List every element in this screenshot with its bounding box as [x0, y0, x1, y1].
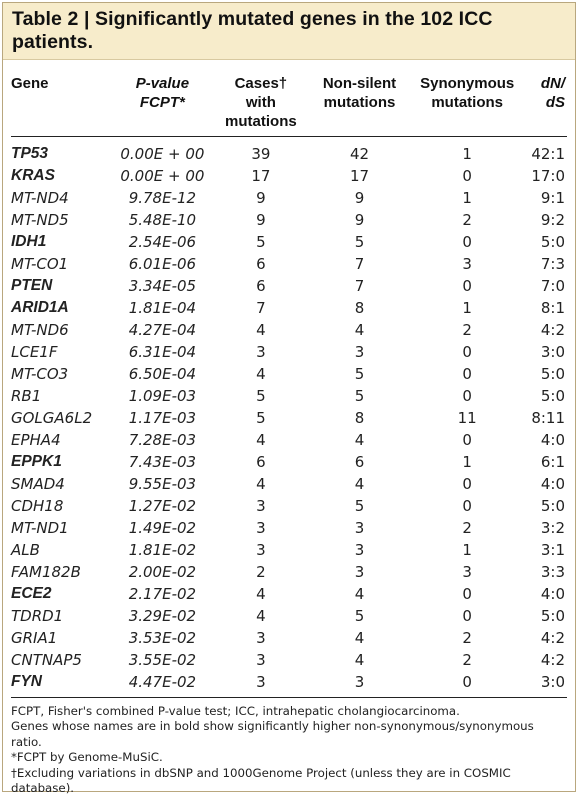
synonymous-cell: 2: [462, 628, 472, 647]
cases-cell: 4: [256, 584, 266, 603]
synonymous-cell: 1: [462, 144, 472, 163]
pvalue-cell: 0.00E + 00: [120, 144, 205, 163]
synonymous-cell: 0: [462, 232, 472, 251]
nonsilent-cell: 4: [354, 628, 365, 647]
pvalue-cell: 2.54E-06: [128, 232, 197, 251]
table-row: [11, 583, 567, 605]
dnds-cell: 7:0: [540, 276, 565, 295]
header-pvalue-label: P-value: [135, 75, 190, 92]
gene-name: MT-CO3: [11, 364, 69, 383]
gene-name: MT-ND1: [11, 518, 69, 537]
gene-name: GOLGA6L2: [11, 408, 93, 427]
header-synonymous-sub: mutations: [431, 94, 504, 111]
table-body: [11, 137, 567, 693]
table-header: [11, 60, 567, 136]
gene-name: MT-ND4: [11, 188, 69, 207]
cases-cell: 6: [256, 452, 266, 471]
cases-cell: 9: [256, 188, 266, 207]
footnote-bold-genes: Genes whose names are in bold show significantly higher non-synonymous/synonymous ratio.: [11, 719, 534, 749]
header-cases-sub2: mutations: [225, 113, 297, 130]
pvalue-cell: 7.28E-03: [128, 430, 197, 449]
table-row: [11, 385, 567, 407]
cases-cell: 3: [256, 672, 266, 691]
gene-name: MT-ND6: [11, 320, 69, 339]
gene-name: FYN: [11, 672, 42, 690]
header-nonsilent-sub: mutations: [323, 94, 396, 111]
nonsilent-cell: 6: [354, 452, 365, 471]
nonsilent-cell: 7: [354, 254, 365, 273]
cases-cell: 4: [256, 606, 266, 625]
header-gene: [11, 60, 109, 136]
synonymous-cell: 0: [462, 342, 472, 361]
dnds-cell: 6:1: [540, 452, 565, 471]
gene-name: CDH18: [11, 496, 64, 515]
table-row: [11, 627, 567, 649]
nonsilent-cell: 3: [354, 562, 365, 581]
table-row: [11, 539, 567, 561]
dnds-cell: 8:11: [531, 408, 565, 427]
header-pvalue: [109, 60, 216, 136]
table-row: [11, 253, 567, 275]
cases-cell: 3: [256, 540, 266, 559]
table-row: [11, 407, 567, 429]
gene-name: ECE2: [11, 584, 52, 602]
synonymous-cell: 1: [462, 452, 472, 471]
synonymous-cell: 2: [462, 518, 472, 537]
synonymous-cell: 2: [462, 210, 472, 229]
pvalue-cell: 1.81E-04: [128, 298, 197, 317]
dnds-cell: 3:3: [540, 562, 565, 581]
header-synonymous-label: Synonymous: [420, 75, 515, 92]
cases-cell: 6: [256, 254, 266, 273]
pvalue-cell: 1.27E-02: [128, 496, 197, 515]
dnds-cell: 4:0: [540, 474, 565, 493]
dnds-cell: 3:0: [540, 342, 565, 361]
title-bar: [3, 3, 575, 60]
gene-name: FAM182B: [11, 562, 81, 581]
synonymous-cell: 3: [462, 562, 472, 581]
cases-cell: 3: [256, 628, 266, 647]
synonymous-cell: 1: [462, 298, 472, 317]
nonsilent-cell: 8: [354, 298, 365, 317]
nonsilent-cell: 4: [354, 430, 365, 449]
footnote-fcpt: *FCPT by Genome-MuSiC.: [11, 750, 163, 764]
cases-cell: 4: [256, 364, 266, 383]
dnds-cell: 4:0: [540, 584, 565, 603]
pvalue-cell: 3.29E-02: [128, 606, 197, 625]
dnds-cell: 4:0: [540, 430, 565, 449]
table-container: [2, 2, 576, 795]
synonymous-cell: 0: [462, 364, 472, 383]
cases-cell: 4: [256, 474, 266, 493]
table-row: [11, 495, 567, 517]
gene-name: TDRD1: [11, 606, 64, 625]
table-row: [11, 451, 567, 473]
header-dnds-label: dN/: [540, 75, 565, 92]
header-nonsilent-label: Non-silent: [322, 75, 397, 92]
pvalue-cell: 7.43E-03: [128, 452, 197, 471]
dnds-cell: 4:2: [540, 320, 565, 339]
cases-cell: 6: [256, 276, 266, 295]
nonsilent-cell: 5: [354, 364, 365, 383]
cases-cell: 3: [256, 650, 266, 669]
nonsilent-cell: 5: [354, 496, 365, 515]
cases-cell: 4: [256, 320, 266, 339]
synonymous-cell: 0: [462, 496, 472, 515]
dnds-cell: 3:0: [540, 672, 565, 691]
gene-name: TP53: [11, 144, 49, 162]
dnds-cell: 5:0: [540, 386, 565, 405]
synonymous-cell: 1: [462, 188, 472, 207]
gene-name: EPPK1: [11, 452, 62, 470]
table-title: Table 2 | Significantly mutated genes in the 102 ICC patients.: [12, 8, 493, 53]
pvalue-cell: 3.53E-02: [128, 628, 197, 647]
dnds-cell: 17:0: [531, 166, 565, 185]
nonsilent-cell: 9: [354, 210, 365, 229]
pvalue-cell: 3.34E-05: [128, 276, 197, 295]
cases-cell: 17: [251, 166, 271, 185]
header-dnds: [521, 60, 567, 136]
gene-name: ALB: [11, 540, 40, 559]
synonymous-cell: 1: [462, 540, 472, 559]
pvalue-cell: 0.00E + 00: [120, 166, 205, 185]
header-nonsilent: [306, 60, 414, 136]
cases-cell: 4: [256, 430, 266, 449]
gene-name: RB1: [11, 386, 42, 405]
footnote-exclusions: †Excluding variations in dbSNP and 1000Genome Project (unless they are in COSMIC database).: [11, 765, 511, 795]
cases-cell: 7: [256, 298, 266, 317]
nonsilent-cell: 3: [354, 518, 365, 537]
nonsilent-cell: 3: [354, 672, 365, 691]
header-cases-sub1: with: [245, 94, 276, 111]
dnds-cell: 4:2: [540, 628, 565, 647]
dnds-cell: 4:2: [540, 650, 565, 669]
table-row: [11, 363, 567, 385]
cases-cell: 3: [256, 342, 266, 361]
table-row: [11, 297, 567, 319]
pvalue-cell: 9.55E-03: [128, 474, 197, 493]
synonymous-cell: 3: [462, 254, 472, 273]
cases-cell: 5: [256, 408, 266, 427]
header-synonymous: [413, 60, 521, 136]
pvalue-cell: 1.81E-02: [128, 540, 197, 559]
gene-name: IDH1: [11, 232, 47, 250]
synonymous-cell: 0: [462, 386, 472, 405]
gene-name: GRIA1: [11, 628, 58, 647]
header-dnds-sub: dS: [545, 94, 565, 111]
synonymous-cell: 0: [462, 430, 472, 449]
table-row: [11, 561, 567, 583]
table-row: [11, 605, 567, 627]
gene-name: MT-ND5: [11, 210, 69, 229]
dnds-cell: 5:0: [540, 364, 565, 383]
cases-cell: 2: [256, 562, 266, 581]
nonsilent-cell: 42: [349, 144, 370, 163]
synonymous-cell: 0: [462, 276, 472, 295]
dnds-cell: 9:1: [540, 188, 565, 207]
table-row: [11, 187, 567, 209]
nonsilent-cell: 4: [354, 320, 365, 339]
nonsilent-cell: 7: [354, 276, 365, 295]
gene-name: MT-CO1: [11, 254, 69, 273]
nonsilent-cell: 5: [354, 386, 365, 405]
cases-cell: 39: [251, 144, 271, 163]
synonymous-cell: 0: [462, 166, 472, 185]
gene-name: LCE1F: [11, 342, 58, 361]
gene-name: KRAS: [11, 166, 55, 184]
gene-name: CNTNAP5: [11, 650, 82, 669]
nonsilent-cell: 4: [354, 650, 365, 669]
pvalue-cell: 6.01E-06: [128, 254, 197, 273]
gene-name: ARID1A: [11, 298, 69, 316]
synonymous-cell: 2: [462, 650, 472, 669]
nonsilent-cell: 3: [354, 342, 365, 361]
nonsilent-cell: 4: [354, 474, 365, 493]
dnds-cell: 3:1: [540, 540, 565, 559]
dnds-cell: 8:1: [540, 298, 565, 317]
synonymous-cell: 11: [457, 408, 477, 427]
nonsilent-cell: 17: [349, 166, 370, 185]
pvalue-cell: 6.31E-04: [128, 342, 197, 361]
dnds-cell: 3:2: [540, 518, 565, 537]
cases-cell: 9: [256, 210, 266, 229]
synonymous-cell: 0: [462, 474, 472, 493]
footnote-abbreviations: FCPT, Fisher's combined P-value test; ICC, intrahepatic cholangiocarcinoma.: [11, 703, 460, 718]
dnds-cell: 5:0: [540, 232, 565, 251]
header-cases: [216, 60, 306, 136]
dnds-cell: 5:0: [540, 496, 565, 515]
pvalue-cell: 1.09E-03: [128, 386, 197, 405]
footnotes: [11, 704, 567, 797]
table-row: [11, 429, 567, 451]
nonsilent-cell: 3: [354, 540, 365, 559]
cases-cell: 5: [256, 232, 266, 251]
nonsilent-cell: 4: [354, 584, 365, 603]
table-row: [11, 473, 567, 495]
dnds-cell: 9:2: [540, 210, 565, 229]
dnds-cell: 5:0: [540, 606, 565, 625]
mutated-genes-table: [11, 60, 567, 693]
cases-cell: 5: [256, 386, 266, 405]
pvalue-cell: 2.17E-02: [128, 584, 197, 603]
synonymous-cell: 0: [462, 606, 472, 625]
pvalue-cell: 4.27E-04: [128, 320, 197, 339]
nonsilent-cell: 9: [354, 188, 365, 207]
gene-name: EPHA4: [11, 430, 61, 449]
table-row: [11, 341, 567, 363]
header-cases-label: Cases†: [234, 75, 288, 92]
footer-rule: [11, 697, 567, 698]
dnds-cell: 42:1: [531, 144, 565, 163]
pvalue-cell: 9.78E-12: [128, 188, 197, 207]
table-row: [11, 671, 567, 693]
dnds-cell: 7:3: [540, 254, 565, 273]
pvalue-cell: 5.48E-10: [128, 210, 197, 229]
table-row: [11, 649, 567, 671]
pvalue-cell: 2.00E-02: [128, 562, 197, 581]
table-row: [11, 209, 567, 231]
table-row: [11, 275, 567, 297]
synonymous-cell: 0: [462, 584, 472, 603]
pvalue-cell: 1.49E-02: [128, 518, 197, 537]
cases-cell: 3: [256, 496, 266, 515]
table-row: [11, 319, 567, 341]
table-row: [11, 231, 567, 253]
nonsilent-cell: 8: [354, 408, 365, 427]
gene-name: SMAD4: [11, 474, 65, 493]
synonymous-cell: 0: [462, 672, 472, 691]
nonsilent-cell: 5: [354, 232, 365, 251]
pvalue-cell: 1.17E-03: [128, 408, 197, 427]
synonymous-cell: 2: [462, 320, 472, 339]
header-pvalue-sub: FCPT*: [139, 94, 185, 111]
gene-name: PTEN: [11, 276, 53, 294]
table-row: [11, 165, 567, 187]
header-gene-label: Gene: [11, 75, 49, 92]
cases-cell: 3: [256, 518, 266, 537]
pvalue-cell: 4.47E-02: [128, 672, 197, 691]
nonsilent-cell: 5: [354, 606, 365, 625]
pvalue-cell: 6.50E-04: [128, 364, 197, 383]
pvalue-cell: 3.55E-02: [128, 650, 197, 669]
table-row: [11, 137, 567, 165]
table-row: [11, 517, 567, 539]
